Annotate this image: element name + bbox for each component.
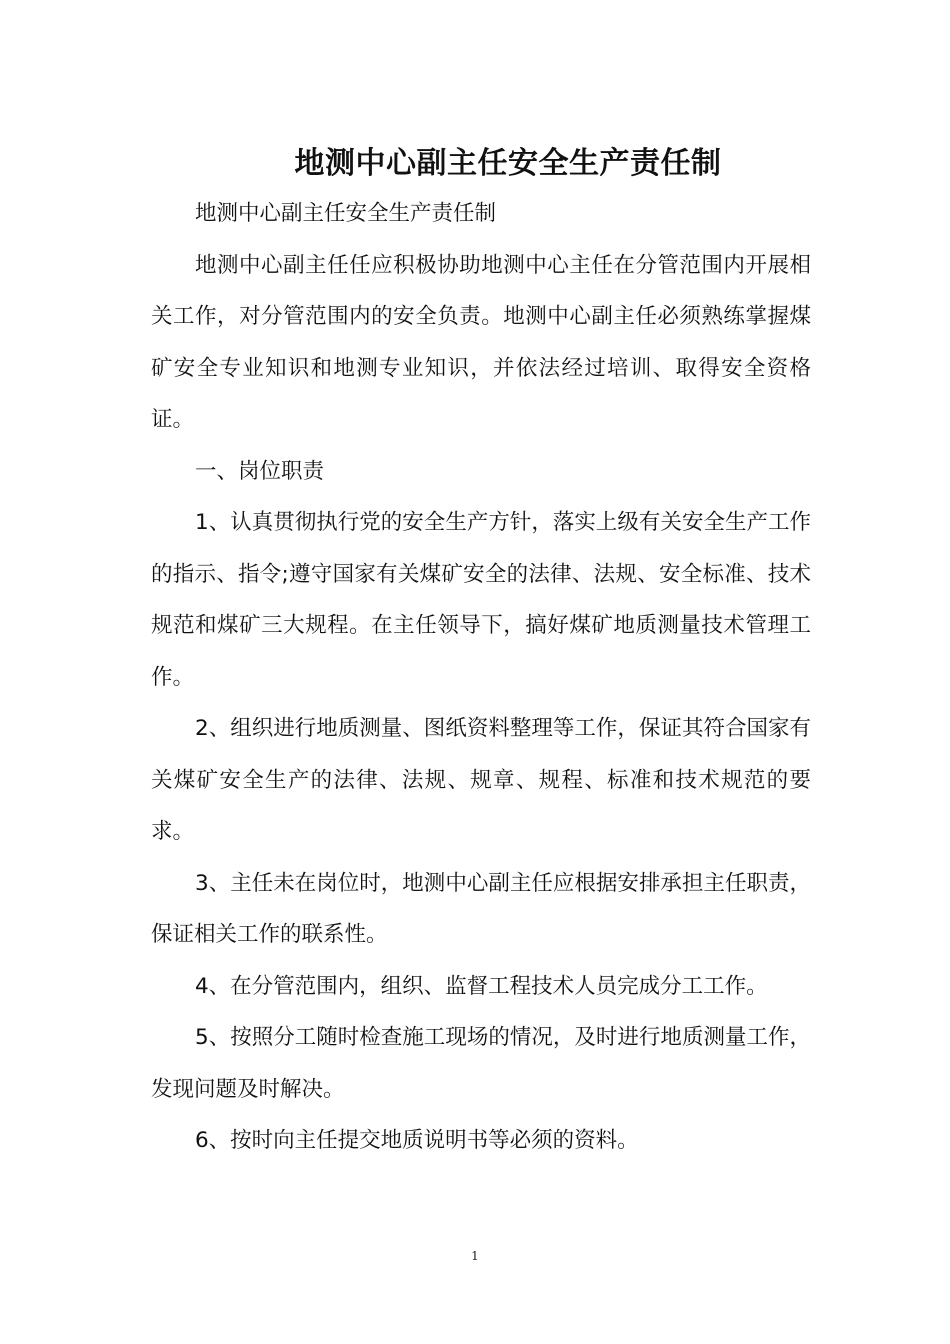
- duty-item-4: 4、在分管范围内，组织、监督工程技术人员完成分工工作。: [195, 973, 768, 999]
- document-title: 地测中心副主任安全生产责任制: [294, 146, 722, 182]
- intro-paragraph: 地测中心副主任任应积极协助地测中心主任在分管范围内开展相关工作，对分管范围内的安全负责。地测中心副主任必须熟练掌握煤矿安全专业知识和地测专业知识，并依法经过培训、取得安全资格证。: [151, 252, 811, 432]
- duty-item-6: 6、按时向主任提交地质说明书等必须的资料。: [195, 1128, 639, 1153]
- page-number: 1: [471, 1249, 479, 1263]
- document-body: [151, 188, 811, 1167]
- duty-item-5: 5、按照分工随时检查施工现场的情况，及时进行地质测量工作，发现问题及时解决。: [151, 1025, 811, 1102]
- section-heading: 一、岗位职责: [195, 458, 325, 484]
- duty-item-1: 1、认真贯彻执行党的安全生产方针，落实上级有关安全生产工作的指示、指令;遵守国家有关煤矿安全的法律、法规、安全标准、技术规范和煤矿三大规程。在主任领导下，搞好煤矿地质测量技术管理工作。: [151, 510, 811, 690]
- subtitle-paragraph: 地测中心副主任安全生产责任制: [195, 201, 497, 226]
- duty-item-3: 3、主任未在岗位时，地测中心副主任应根据安排承担主任职责，保证相关工作的联系性。: [151, 870, 811, 947]
- duty-item-2: 2、组织进行地质测量、图纸资料整理等工作，保证其符合国家有关煤矿安全生产的法律、法规、规章、规程、标准和技术规范的要求。: [151, 716, 811, 844]
